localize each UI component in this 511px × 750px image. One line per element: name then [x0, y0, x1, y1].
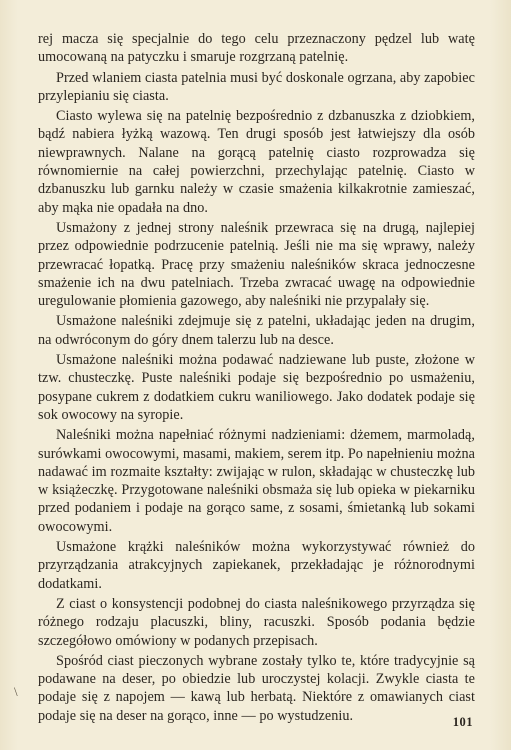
paragraph: Przed wlaniem ciasta patelnia musi być doskonale ogrzana, aby zapobiec przylepianiu się ciasta.	[38, 69, 475, 104]
paragraph: Usmażone naleśniki zdejmuje się z patelni, układając jeden na drugim, na odwróconym do góry dnem talerzu lub na desce.	[38, 313, 475, 348]
paragraph: Usmażone naleśniki można podawać nadziewane lub puste, złożone w tzw. chusteczkę. Puste naleśniki podaje się bezpośrednio po usmażeniu, posypane cukrem z dodatkiem cukru waniliowego. Jako dodatek podaje się sok owocowy na syropie.	[38, 352, 475, 423]
paragraph: Ciasto wylewa się na patelnię bezpośrednio z dzbanuszka z dziobkiem, bądź nabiera łyżką wazową. Ten drugi sposób jest łatwiejszy dla osób niewprawnych. Nalane na gorącą patelnię ciasto rozprowadza się równomiernie na całej powierzchni, przechylając patelnię. Ciasto w dzbanuszku lub garnku należy w czasie smażenia kilkakrotnie zamieszać, aby mąka nie opadała na dno.	[38, 108, 475, 216]
paragraph: Usmażone krążki naleśników można wykorzystywać również do przyrządzania atrakcyjnych zapiekanek, przekładając je różnorodnymi dodatkami.	[38, 539, 475, 592]
margin-mark: \	[14, 684, 18, 699]
paragraph: rej macza się specjalnie do tego celu przeznaczony pędzel lub watę umocowaną na patyczku i smaruje rozgrzaną patelnię.	[38, 31, 475, 66]
body-text	[38, 30, 475, 727]
page-number: 101	[452, 715, 473, 729]
paragraph: Naleśniki można napełniać różnymi nadzieniami: dżemem, marmoladą, surówkami owocowymi, masami, makiem, serem itp. Po napełnieniu można nadawać im rozmaite kształty: zwijając w rulon, składając w chusteczkę lub w książeczkę. Przygotowane naleśniki obsmaża się lub opieka w piekarniku przed podaniem i podaje na gorąco same, z sosami, śmietanką lub sokami owocowymi.	[38, 427, 475, 535]
paragraph: Z ciast o konsystencji podobnej do ciasta naleśnikowego przyrządza się różnego rodzaju placuszki, bliny, racuszki. Sposób podania będzie szczegółowo omówiony w podanych przepisach.	[38, 595, 475, 649]
paragraph: Usmażony z jednej strony naleśnik przewraca się na drugą, najlepiej przez odpowiednie podrzucenie patelnią. Jeśli nie ma się wprawy, należy przewracać łopatką. Pracę przy smażeniu naleśników skraca jednoczesne smażenie ich na dwu patelniach. Trzeba zwracać uwagę na odpowiednie uregulowanie płomienia gazowego, aby naleśniki nie przypalały się.	[38, 219, 475, 310]
paragraph: Spośród ciast pieczonych wybrane zostały tylko te, które tradycyjnie są podawane na deser, po obiedzie lub uroczystej kolacji. Zwykle ciasta te podaje się z napojem — kawą lub herbatą. Niektóre z omawianych ciast podaje się na deser na gorąco, inne — po wystudzeniu.	[38, 652, 475, 724]
